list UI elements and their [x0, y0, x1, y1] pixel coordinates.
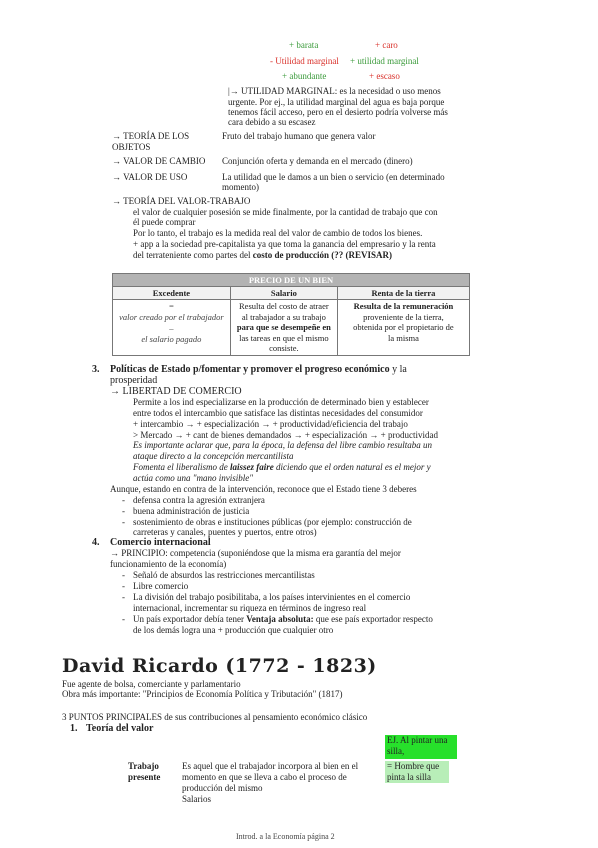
s3-i1: Es importante aclarar que, para la época, la defensa del libre cambio resultaba un	[133, 440, 433, 450]
bullet-dash-6: -	[122, 592, 125, 602]
s3-i2: ataque directo a la concepción mercantilista	[133, 451, 294, 461]
s3-title: Políticas de Estado p/fomentar y promover el progreso económico	[110, 364, 390, 375]
bullet-dash-1: -	[122, 495, 125, 505]
table-header: PRECIO DE UN BIEN	[113, 274, 470, 287]
s4-b4	[133, 614, 433, 625]
utilidad-mayor-label: + utilidad marginal	[350, 56, 419, 66]
teoria-valor-line3: Por lo tanto, el trabajo es la medida real del valor de cambio de todos los bienes.	[133, 228, 423, 238]
s3-i3	[133, 462, 431, 473]
s4-b4d: de los demás logra una + producción que cualquier otro	[133, 625, 334, 635]
ejemplo-highlight	[385, 735, 457, 759]
trabajo-desc-l3: producción del mismo	[182, 783, 263, 793]
trabajo-desc-l1: Es aquel que el trabajador incorpora al bien en el	[182, 761, 359, 771]
bullet-dash-3: -	[122, 517, 125, 527]
renta-l1: Resulta de la remuneración	[353, 301, 454, 311]
col-salario: Salario	[230, 287, 337, 300]
deber-3b: carreteras y canales, puentes y puertos, entre otros)	[133, 527, 317, 537]
salario-l3: para que se desempeñe en	[236, 322, 331, 332]
excedente-minus: –	[169, 323, 174, 333]
bullet-dash-7: -	[122, 614, 125, 624]
caro-label: + caro	[375, 40, 398, 50]
teoria-title: Teoría del valor	[86, 723, 154, 734]
costo-produccion: costo de producción (?? (REVISAR)	[252, 250, 393, 260]
abundante-label: + abundante	[282, 71, 327, 81]
s3-i4: actúa como una "mano invisible"	[133, 473, 254, 483]
salario-l4: las tareas en que el mismo	[239, 332, 329, 343]
s3-p1: Permite a los ind especializarse en la producción de determinado bien y establecer	[133, 397, 429, 407]
valor-cambio-term: → VALOR DE CAMBIO	[112, 156, 206, 166]
ejemplo-l2: silla,	[385, 746, 457, 757]
bullet-dash-5: -	[122, 581, 125, 591]
trabajo-presente-l1: Trabajo	[128, 761, 159, 771]
s3-p4: > Mercado → + cant de bienes demandados → + especialización → + productividad	[133, 430, 438, 440]
deber-3: sostenimiento de obras e instituciones públicas (por ejemplo: construcción de	[133, 517, 412, 527]
teoria-objetos-desc: Fruto del trabajo humano que genera valor	[222, 131, 376, 141]
s4-number: 4.	[92, 537, 100, 548]
utilidad-marginal-line2: urgente. Por ej., la utilidad marginal del agua es baja porque	[228, 97, 445, 107]
s4-b2: Libre comercio	[133, 581, 189, 591]
valor-uso-desc: La utilidad que le damos a un bien o servicio (en determinado	[222, 172, 445, 182]
utilidad-marginal-line1: |→ UTILIDAD MARGINAL: es la necesidad o uso menos	[228, 86, 441, 96]
renta-cell	[337, 300, 469, 356]
bullet-dash-2: -	[122, 506, 125, 516]
salario-l2: al trabajador a su trabajo	[241, 311, 326, 322]
ricardo-l2: Obra más importante: "Principios de Economía Política y Tributación" (1817)	[62, 689, 343, 699]
excedente-salario: el salario pagado	[141, 334, 202, 344]
renta-l3: obtenida por el propietario de	[353, 322, 454, 332]
valor-uso-term: → VALOR DE USO	[112, 172, 188, 182]
utilidad-marginal-line4: cara debido a su escasez	[228, 117, 316, 127]
hombre-highlight	[385, 761, 449, 783]
renta-l4: la misma	[387, 332, 419, 343]
principio-line1: → PRINCIPIO: competencia (suponiéndose que la misma era garantía del mejor	[110, 548, 401, 558]
precio-bien-table	[112, 273, 470, 356]
col-excedente: Excedente	[113, 287, 231, 300]
teoria-objetos-term: → TEORÍA DE LOS	[112, 131, 190, 141]
hombre-l2: pinta la silla	[385, 772, 449, 783]
deber-1: defensa contra la agresión extranjera	[133, 495, 265, 505]
deber-2: buena administración de justicia	[133, 506, 250, 516]
s4-title: Comercio internacional	[110, 537, 211, 548]
renta-l2: proveniente de la tierra,	[363, 311, 444, 322]
s4-b4a: Un país exportador debía tener	[133, 614, 247, 624]
excedente-valor: valor creado por el trabajador	[119, 312, 224, 322]
s3-number: 3.	[92, 364, 100, 375]
teoria-valor-line1: el valor de cualquier posesión se mide finalmente, por la cantidad de trabajo que con	[133, 207, 438, 217]
s4-b4c: que ese país exportador respecto	[313, 614, 433, 624]
s3-title-tail: y la	[389, 364, 407, 375]
salario-l1: Resulta del costo de atraer	[239, 301, 329, 311]
ricardo-puntos: 3 PUNTOS PRINCIPALES de sus contribuciones al pensamiento económico clásico	[62, 712, 368, 722]
s4-b3: La división del trabajo posibilitaba, a los países intervinientes en el comercio	[133, 592, 411, 602]
s3-aunque: Aunque, estando en contra de la intervención, reconoce que el Estado tiene 3 deberes	[110, 484, 417, 494]
teoria-valor-title: → TEORÍA DEL VALOR-TRABAJO	[112, 196, 251, 206]
trabajo-desc-l2: momento en que se lleva a cabo el proceso de	[182, 772, 347, 782]
s3-p3: + intercambio → + especialización → + productividad/eficiencia del trabajo	[133, 419, 408, 429]
s3-p2: entre todos el intercambio que satisface las distintas necesidades del consumidor	[133, 408, 423, 418]
valor-cambio-desc: Conjunción oferta y demanda en el mercado (dinero)	[222, 156, 413, 166]
barata-label: + barata	[289, 40, 319, 50]
salario-cell	[230, 300, 337, 356]
teoria-objetos-term2: OBJETOS	[112, 142, 151, 152]
escaso-label: + escaso	[369, 71, 400, 81]
trabajo-desc-l4: Salarios	[182, 794, 211, 804]
trabajo-presente-l2: presente	[128, 772, 161, 782]
teoria-valor-line2: él puede comprar	[133, 217, 196, 227]
ejemplo-l1: EJ. Al pintar una	[385, 735, 457, 746]
teoria-num: 1.	[70, 723, 78, 734]
hombre-l1: = Hombre que	[385, 761, 449, 772]
s4-b3b: internacional, incrementar su riqueza en términos de ingreso real	[133, 603, 367, 613]
valor-uso-desc2: momento)	[222, 182, 259, 192]
excedente-cell	[113, 300, 231, 356]
libertad-comercio: → LIBERTAD DE COMERCIO	[110, 386, 242, 397]
teoria-valor-line5a: del terrateniente como partes del	[133, 250, 253, 260]
s3-title2: prosperidad	[110, 375, 158, 386]
col-renta: Renta de la tierra	[337, 287, 469, 300]
utilidad-marginal-line3: tenemos fácil acceso, pero en el desierto podría volverse más	[228, 107, 448, 117]
principio-line2: funcionamiento de la economía)	[110, 559, 227, 569]
teoria-valor-line4: + app a la sociedad pre-capitalista ya que toma la ganancia del empresario y la renta	[133, 239, 436, 249]
utilidad-menor-label: - Utilidad marginal	[270, 56, 339, 66]
s4-b1: Señaló de absurdos las restricciones mercantilistas	[133, 570, 315, 580]
page-footer: Introd. a la Economía página 2	[236, 832, 335, 841]
laissez-faire: laissez faire	[229, 462, 274, 472]
ricardo-heading: David Ricardo (1772 - 1823)	[62, 655, 377, 677]
salario-l5: consiste.	[269, 343, 299, 353]
s3-i3a: Fomenta el liberalismo de	[133, 462, 230, 472]
bullet-dash-4: -	[122, 570, 125, 580]
ventaja-absoluta: Ventaja absoluta:	[246, 614, 314, 624]
excedente-eq: =	[168, 301, 175, 311]
teoria-valor-line5	[133, 250, 392, 261]
s3-i3c: diciendo que el orden natural es el mejor y	[273, 462, 431, 472]
ricardo-l1: Fue agente de bolsa, comerciante y parlamentario	[62, 679, 241, 689]
